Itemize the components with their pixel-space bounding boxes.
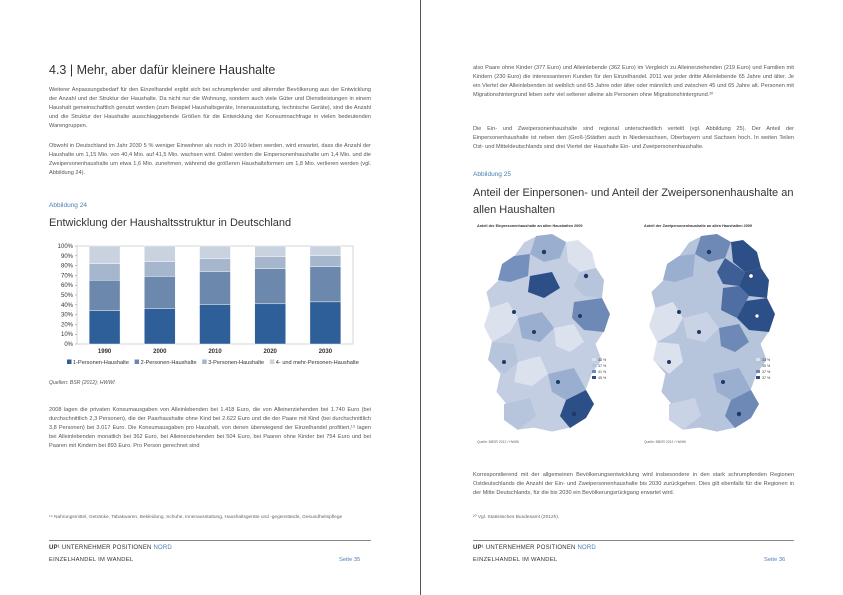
bar-segment (310, 302, 341, 344)
legend-swatch (756, 376, 760, 379)
left-footer-subtitle: EINZELHANDEL IM WANDEL (49, 557, 134, 563)
page-divider (420, 0, 421, 595)
right-paragraph-2: Die Ein- und Zweipersonenhaushalte sind regional unterschiedlich verteilt (vgl. Abbildung 25). Der Anteil der Einpersonenhaushalte ist neben den (Groß-)Städten auch in Niedersachsen, Oberbayern und Sachsen hoch. In weiten Teilen Ost- und Mitteldeutschlands sind drei Viertel der Haushalte Ein- und Zweipersonenhaushalte. (473, 126, 794, 150)
bar-segment (144, 246, 175, 262)
bar-segment (200, 271, 231, 304)
x-tick-label: 2030 (318, 349, 333, 355)
y-tick-label: 100% (57, 244, 73, 250)
legend-swatch (756, 370, 760, 373)
brand-positions: ¹ UNTERNEHMER POSITIONEN (57, 545, 152, 551)
brand-up: UP (473, 545, 482, 551)
left-footer-rule (49, 540, 371, 541)
map-2-legend (756, 357, 770, 381)
bar-segment (255, 269, 286, 304)
right-page (422, 0, 843, 595)
legend-swatch (270, 360, 275, 365)
figure-24-source: Quellen: BSR (2012); HWWI (49, 380, 115, 386)
legend-value: 35 % (762, 364, 771, 368)
figure-25-label: Abbildung 25 (473, 171, 511, 178)
legend-swatch (592, 370, 596, 373)
legend-label: 2-Personen-Haushalte (140, 360, 197, 366)
bar-segment (200, 246, 231, 259)
map-2-legend-item (756, 375, 770, 381)
legend-swatch (756, 358, 760, 361)
left-footnote: ¹⁹ Nahrungsmittel, Getränke, Tabakwaren, Bekleidung, Schuhe, Innenausstattung, Haushaltsgeräte und -gegenstände, Gesundheitspflege (49, 515, 343, 520)
right-paragraph-3: Korrespondierend mit der allgemeinen Bevölkerungsentwicklung wird insbesondere in den stark schrumpfenden Regionen Ostdeutschlands die Anzahl der Ein- und Zweipersonenhaushalte bis 2030 zurückgehen. Dies gilt ebenfalls für die Regionen in der Mitte Deutschlands, für die bis 2030 ein Bevölkerungsrückgang erwartet wird. (473, 472, 794, 496)
legend-value: 37 % (598, 364, 607, 368)
x-tick-label: 2010 (208, 349, 222, 355)
legend-swatch (135, 360, 140, 365)
map-single-households (474, 232, 624, 437)
bar-segment (89, 311, 120, 344)
y-tick-label: 10% (60, 332, 73, 339)
map-1-title: Anteil der Einpersonenhaushalte an allen Haushalten 2009 (477, 224, 583, 228)
bar-segment (255, 257, 286, 269)
bar-segment (144, 262, 175, 277)
bar-segment (200, 305, 231, 344)
y-tick-label: 40% (60, 302, 73, 309)
y-tick-label: 30% (60, 312, 73, 319)
x-tick-label: 2000 (153, 349, 167, 355)
right-footer-brand (473, 545, 596, 551)
bar-segment (144, 276, 175, 308)
legend-swatch (592, 364, 596, 367)
y-tick-label: 70% (60, 273, 73, 280)
brand-nord: NORD (153, 545, 172, 551)
left-paragraph-1: Weiterer Anpassungsbedarf für den Einzelhandel ergibt sich bei schrumpfender und alternder Bevölkerung aus der Entwicklung der Anzahl und der Struktur der Haushalte. Da nicht nur die Wohnung, sondern auch viele Güter und Dienstleistungen in einem Haushalt gemeinschaftlich genutzt werden (zum Beispiel Haushaltsgeräte, Innenausstattung, technische Geräte), sind die Anzahl und die Struktur der Haushalte ausschlaggebende Größen für die Entwicklung der Konsumnachfrage in vielen bedeutenden Warengruppen. (49, 87, 371, 129)
x-tick-label: 1990 (97, 349, 112, 355)
left-page-number: Seite 35 (339, 557, 361, 563)
bar-segment (89, 246, 120, 264)
left-paragraph-2: Obwohl in Deutschland im Jahr 2030 5 % weniger Einwohner als noch in 2010 leben werden, wird erwartet, dass die Anzahl der Haushalte um 1,15 Mio. von 40,4 Mio. auf 41,5 Mio. wachsen wird. Dabei werden die Einpersonenhaushalte um 1,4 Mio. und die Zweipersonenhaushalte um etwa 1,6 Mio. zunehmen, während die größeren Haushaltsformen um 1,8 Mio. verlieren werden (vgl. Abbildung 24). (49, 143, 371, 176)
legend-label: 4- und mehr-Personen-Haushalte (275, 360, 359, 366)
left-page (0, 0, 420, 595)
bar-segment (310, 246, 341, 256)
legend-swatch (202, 360, 207, 365)
map-1-source: Quelle: BBSR 2012 / HWWI (477, 440, 520, 444)
brand-positions: ¹ UNTERNEHMER POSITIONEN (481, 545, 576, 551)
legend-value: 33 % (598, 358, 607, 362)
legend-value: 33 % (762, 358, 771, 362)
y-tick-label: 80% (60, 263, 73, 270)
right-page-number: Seite 36 (764, 557, 786, 563)
bar-segment (310, 256, 341, 267)
map-1-legend (592, 357, 606, 381)
y-tick-label: 90% (60, 253, 73, 260)
right-footer-subtitle: EINZELHANDEL IM WANDEL (473, 557, 558, 563)
legend-swatch (756, 364, 760, 367)
bar-segment (89, 280, 120, 310)
legend-value: 37 % (762, 370, 771, 374)
figure-24-label: Abbildung 24 (49, 202, 87, 209)
section-heading: 4.3 | Mehr, aber dafür kleinere Haushalte (49, 63, 276, 77)
legend-swatch (592, 358, 596, 361)
legend-swatch (67, 360, 72, 365)
right-paragraph-1: also Paare ohne Kinder (377 Euro) und Alleinlebende (362 Euro) im Vergleich zu Alleinerziehenden (219 Euro) und Familien mit Kindern (230 Euro) die interessanteren Kunden für den Einzelhandel. 2011 war jeder dritte Alleinlebende 65 Jahre und älter. Je ein Viertel der Alleinlebenden ist weiblich und 65 Jahre oder älter oder männlich und zwischen 45 und 65 Jahre alt. Personen mit Migrationshintergrund leben sehr viel seltener alleine als Personen ohne Migrationshintergrund.²⁰ (473, 65, 794, 98)
map-2-title: Anteil der Zweipersonenhaushalte an allen Haushalten 2009 (644, 224, 753, 228)
left-paragraph-3: 2008 lagen die privaten Konsumausgaben von Alleinlebenden bei 1.418 Euro, die von Alleinerziehenden bei 1.740 Euro (bei durchschnittlich 2,3 Personen), die der Paarhaushalte ohne Kind bei 2.622 Euro und die der Paare mit Kind (bei durchschnittlich 3,8 Personen) bei 3.017 Euro. Die Konsumausgaben pro Haushalt, von denen überwiegend der Einzelhandel profitiert,¹⁹ lagen bei Alleinlebenden monatlich bei 362 Euro, bei Alleinerziehenden bei 504 Euro, bei Paaren ohne Kinder bei 754 Euro und bei Paaren mit Kindern bei 893 Euro. Pro Person gerechnet sind (49, 407, 371, 449)
legend-value: 45 % (598, 376, 607, 380)
figure-24-title: Entwicklung der Haushaltsstruktur in Deutschland (49, 217, 292, 229)
bar-segment (200, 259, 231, 272)
legend-value: 37 % (762, 376, 771, 380)
map-1-legend-item (592, 375, 606, 381)
bar-segment (255, 246, 286, 257)
legend-swatch (592, 376, 596, 379)
map-2-source: Quelle: BBSR 2012 / HWWI (644, 440, 687, 444)
bar-segment (144, 309, 175, 344)
left-footer-brand (49, 545, 172, 551)
brand-up: UP (49, 545, 58, 551)
figure-25-title: Anteil der Einpersonen- und Anteil der Zweipersonenhaushalte an allen Haushalten (473, 187, 794, 216)
y-tick-label: 50% (60, 293, 73, 299)
household-structure-chart (49, 240, 371, 372)
legend-label: 1-Personen-Haushalte (73, 360, 129, 366)
right-footnote: ²⁰ Vgl. Statistisches Bundesamt (2012h). (473, 515, 560, 520)
y-tick-label: 0% (64, 342, 73, 348)
y-tick-label: 20% (60, 322, 73, 329)
bar-segment (255, 304, 286, 344)
legend-label: 3-Personen-Haushalte (208, 360, 265, 366)
brand-nord: NORD (577, 545, 596, 551)
right-footer-rule (473, 540, 794, 541)
legend-value: 41 % (598, 370, 607, 374)
map-two-person-households (639, 232, 789, 437)
y-tick-label: 60% (60, 283, 73, 290)
x-tick-label: 2020 (263, 349, 277, 355)
bar-segment (89, 264, 120, 281)
bar-segment (310, 267, 341, 302)
